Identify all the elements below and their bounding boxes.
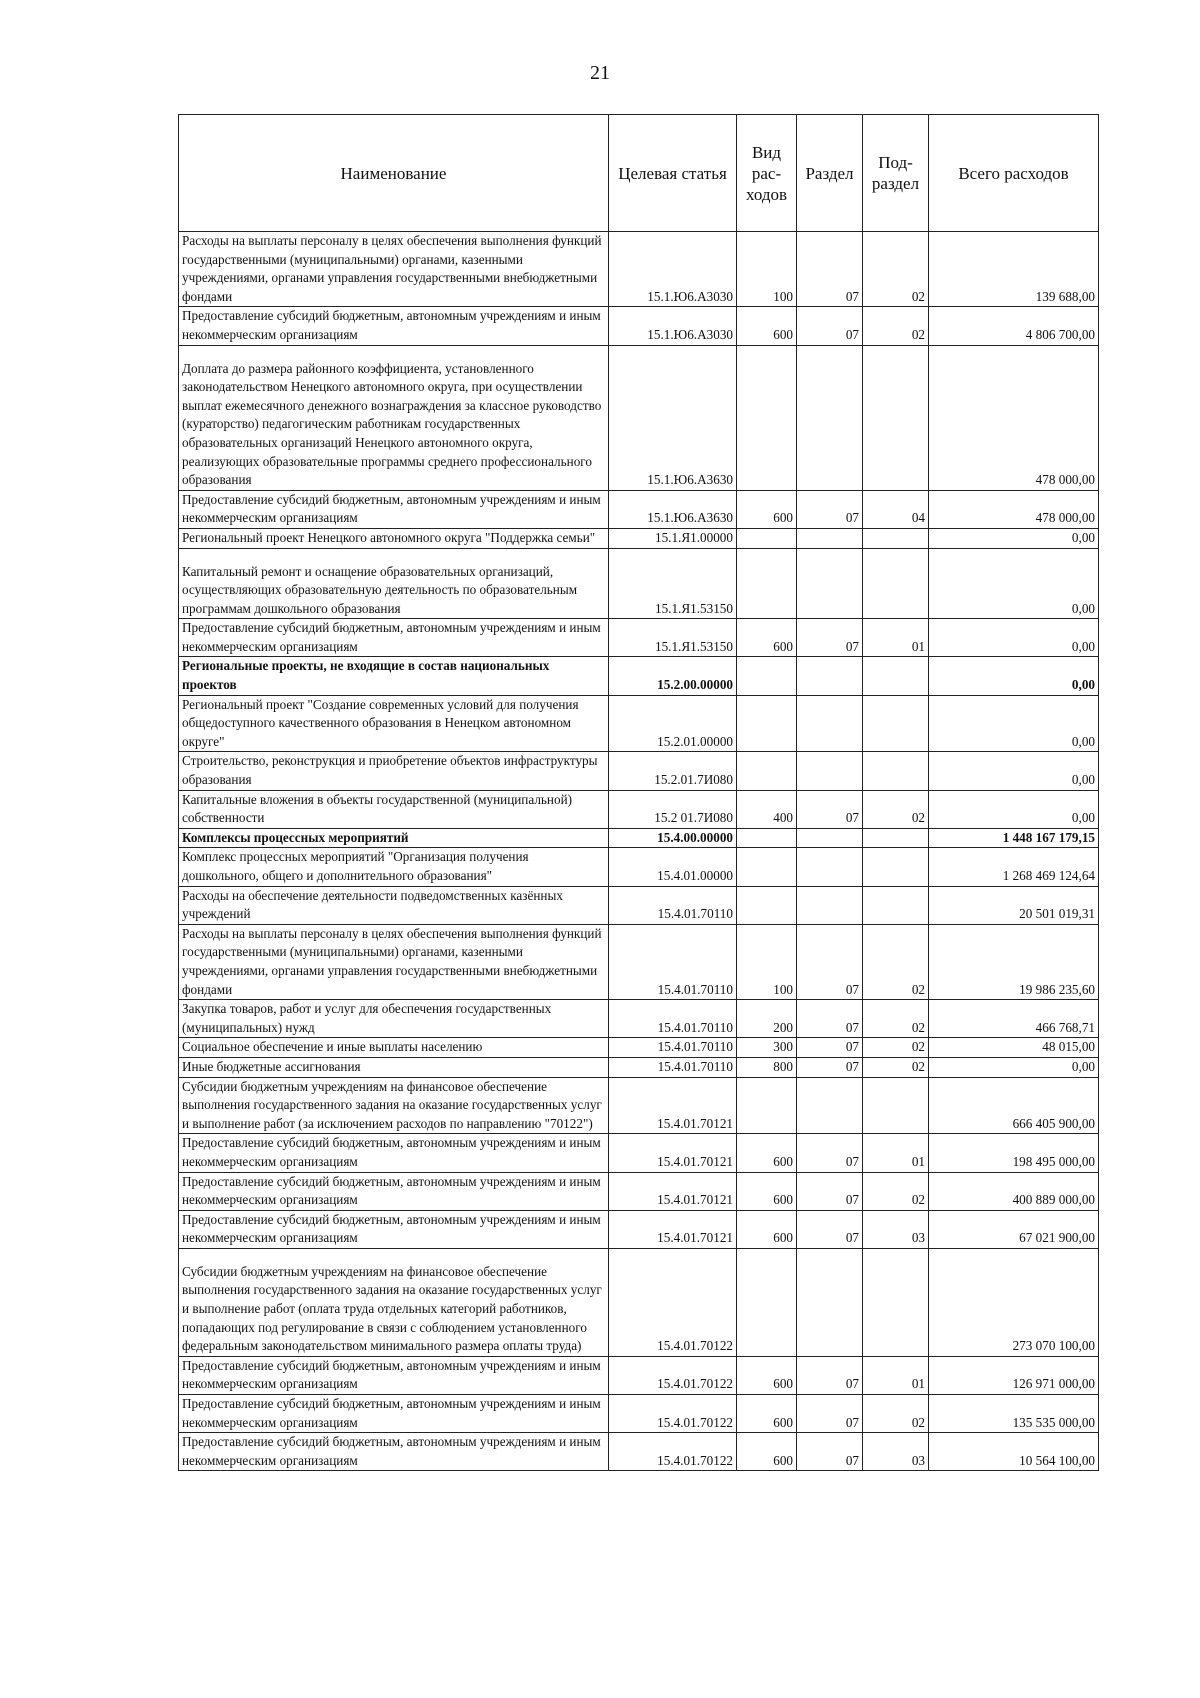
target-article-cell: 15.4.00.00000: [609, 828, 737, 848]
total-cell: 0,00: [929, 548, 1099, 619]
target-article-cell: 15.2.00.00000: [609, 657, 737, 695]
total-cell: 478 000,00: [929, 490, 1099, 528]
section-cell: [797, 752, 863, 790]
section-cell: [797, 1077, 863, 1134]
section-cell: 07: [797, 790, 863, 828]
subsection-cell: [863, 886, 929, 924]
target-article-cell: 15.4.01.70110: [609, 1057, 737, 1077]
table-row: [179, 886, 1099, 924]
row-name-cell: Строительство, реконструкция и приобретение объектов инфраструктуры образования: [179, 752, 609, 790]
table-row: [179, 828, 1099, 848]
table-row: [179, 1210, 1099, 1248]
table-row: [179, 1172, 1099, 1210]
expense-type-cell: [737, 1077, 797, 1134]
total-cell: 0,00: [929, 657, 1099, 695]
total-cell: 478 000,00: [929, 345, 1099, 490]
section-cell: 07: [797, 1038, 863, 1058]
header-section: Раздел: [797, 115, 863, 232]
expense-type-cell: [737, 752, 797, 790]
row-name-cell: Субсидии бюджетным учреждениям на финансовое обеспечение выполнения государственного задания на оказание государственных услуг и выполнение работ (за исключением расходов по направлению "70122"): [179, 1077, 609, 1134]
subsection-cell: 02: [863, 307, 929, 345]
total-cell: 400 889 000,00: [929, 1172, 1099, 1210]
section-cell: 07: [797, 619, 863, 657]
section-cell: [797, 657, 863, 695]
row-name-cell: Региональные проекты, не входящие в состав национальных проектов: [179, 657, 609, 695]
total-cell: 126 971 000,00: [929, 1356, 1099, 1394]
table-row: [179, 848, 1099, 886]
row-name-cell: Расходы на выплаты персоналу в целях обеспечения выполнения функций государственными (муниципальными) органами, казенными учреждениями, органами управления государственными внебюджетными фондами: [179, 924, 609, 999]
total-cell: 666 405 900,00: [929, 1077, 1099, 1134]
table-row: [179, 232, 1099, 307]
page-number: 21: [590, 62, 610, 84]
target-article-cell: 15.4.01.00000: [609, 848, 737, 886]
subsection-cell: [863, 695, 929, 752]
subsection-cell: 03: [863, 1433, 929, 1471]
table-row: [179, 1248, 1099, 1356]
total-cell: 0,00: [929, 752, 1099, 790]
subsection-cell: 02: [863, 1000, 929, 1038]
section-cell: 07: [797, 232, 863, 307]
table-row: [179, 924, 1099, 999]
section-cell: 07: [797, 1395, 863, 1433]
table-row: [179, 1077, 1099, 1134]
subsection-cell: 03: [863, 1210, 929, 1248]
section-cell: 07: [797, 1134, 863, 1172]
row-name-cell: Закупка товаров, работ и услуг для обеспечения государственных (муниципальных) нужд: [179, 1000, 609, 1038]
expense-type-cell: 800: [737, 1057, 797, 1077]
row-name-cell: Предоставление субсидий бюджетным, автономным учреждениям и иным некоммерческим организациям: [179, 619, 609, 657]
expense-type-cell: 600: [737, 1210, 797, 1248]
table-row: [179, 752, 1099, 790]
header-expense-type: Вид рас-ходов: [737, 115, 797, 232]
row-name-cell: Предоставление субсидий бюджетным, автономным учреждениям и иным некоммерческим организациям: [179, 1134, 609, 1172]
target-article-cell: 15.2 01.7И080: [609, 790, 737, 828]
total-cell: 198 495 000,00: [929, 1134, 1099, 1172]
subsection-cell: 04: [863, 490, 929, 528]
row-name-cell: Социальное обеспечение и иные выплаты населению: [179, 1038, 609, 1058]
section-cell: [797, 345, 863, 490]
row-name-cell: Расходы на обеспечение деятельности подведомственных казённых учреждений: [179, 886, 609, 924]
table-row: [179, 657, 1099, 695]
expense-type-cell: 400: [737, 790, 797, 828]
table-row: [179, 1057, 1099, 1077]
target-article-cell: 15.1.Я1.53150: [609, 548, 737, 619]
target-article-cell: 15.4.01.70110: [609, 1000, 737, 1038]
table-body: [179, 232, 1099, 1471]
target-article-cell: 15.4.01.70122: [609, 1433, 737, 1471]
expense-type-cell: [737, 695, 797, 752]
table-row: [179, 345, 1099, 490]
expense-type-cell: [737, 1248, 797, 1356]
subsection-cell: 02: [863, 1172, 929, 1210]
target-article-cell: 15.1.Ю6.А3630: [609, 490, 737, 528]
row-name-cell: Капитальный ремонт и оснащение образовательных организаций, осуществляющих образовательную деятельность по образовательным программам дошкольного образования: [179, 548, 609, 619]
target-article-cell: 15.2.01.00000: [609, 695, 737, 752]
subsection-cell: [863, 548, 929, 619]
target-article-cell: 15.1.Ю6.А3030: [609, 307, 737, 345]
expense-type-cell: [737, 848, 797, 886]
row-name-cell: Предоставление субсидий бюджетным, автономным учреждениям и иным некоммерческим организациям: [179, 1172, 609, 1210]
expense-type-cell: [737, 886, 797, 924]
total-cell: 1 268 469 124,64: [929, 848, 1099, 886]
header-target-article: Целевая статья: [609, 115, 737, 232]
target-article-cell: 15.1.Я1.53150: [609, 619, 737, 657]
section-cell: 07: [797, 1057, 863, 1077]
total-cell: 20 501 019,31: [929, 886, 1099, 924]
total-cell: 135 535 000,00: [929, 1395, 1099, 1433]
row-name-cell: Субсидии бюджетным учреждениям на финансовое обеспечение выполнения государственного задания на оказание государственных услуг и выполнение работ (оплата труда отдельных категорий работников, попадающих под регулирование в связи с соблюдением установленного федеральным законодательством минимального размера оплаты труда): [179, 1248, 609, 1356]
section-cell: [797, 528, 863, 548]
row-name-cell: Предоставление субсидий бюджетным, автономным учреждениям и иным некоммерческим организациям: [179, 1395, 609, 1433]
subsection-cell: 02: [863, 924, 929, 999]
table-row: [179, 619, 1099, 657]
total-cell: 0,00: [929, 528, 1099, 548]
subsection-cell: [863, 848, 929, 886]
table-row: [179, 307, 1099, 345]
subsection-cell: [863, 828, 929, 848]
subsection-cell: 02: [863, 1057, 929, 1077]
expense-type-cell: [737, 528, 797, 548]
row-name-cell: Предоставление субсидий бюджетным, автономным учреждениям и иным некоммерческим организациям: [179, 1210, 609, 1248]
target-article-cell: 15.4.01.70110: [609, 886, 737, 924]
table-row: [179, 1356, 1099, 1394]
row-name-cell: Предоставление субсидий бюджетным, автономным учреждениям и иным некоммерческим организациям: [179, 1433, 609, 1471]
table-row: [179, 490, 1099, 528]
table-row: [179, 1395, 1099, 1433]
expense-type-cell: 200: [737, 1000, 797, 1038]
expense-type-cell: [737, 345, 797, 490]
expense-type-cell: [737, 657, 797, 695]
section-cell: 07: [797, 1356, 863, 1394]
row-name-cell: Предоставление субсидий бюджетным, автономным учреждениям и иным некоммерческим организациям: [179, 490, 609, 528]
subsection-cell: [863, 345, 929, 490]
subsection-cell: [863, 1077, 929, 1134]
row-name-cell: Иные бюджетные ассигнования: [179, 1057, 609, 1077]
total-cell: 0,00: [929, 695, 1099, 752]
table-row: [179, 1000, 1099, 1038]
row-name-cell: Расходы на выплаты персоналу в целях обеспечения выполнения функций государственными (муниципальными) органами, казенными учреждениями, органами управления государственными внебюджетными фондами: [179, 232, 609, 307]
total-cell: 139 688,00: [929, 232, 1099, 307]
subsection-cell: 01: [863, 619, 929, 657]
subsection-cell: [863, 752, 929, 790]
header-total: Всего расходов: [929, 115, 1099, 232]
total-cell: 10 564 100,00: [929, 1433, 1099, 1471]
section-cell: [797, 548, 863, 619]
total-cell: 0,00: [929, 619, 1099, 657]
subsection-cell: [863, 1248, 929, 1356]
row-name-cell: Предоставление субсидий бюджетным, автономным учреждениям и иным некоммерческим организациям: [179, 1356, 609, 1394]
header-subsection: Под-раздел: [863, 115, 929, 232]
target-article-cell: 15.4.01.70122: [609, 1248, 737, 1356]
header-name: Наименование: [179, 115, 609, 232]
total-cell: 1 448 167 179,15: [929, 828, 1099, 848]
expense-type-cell: 100: [737, 232, 797, 307]
section-cell: 07: [797, 924, 863, 999]
subsection-cell: 02: [863, 790, 929, 828]
target-article-cell: 15.4.01.70121: [609, 1172, 737, 1210]
subsection-cell: 02: [863, 1395, 929, 1433]
table-row: [179, 1038, 1099, 1058]
row-name-cell: Региональный проект "Создание современных условий для получения общедоступного качественного образования в Ненецком автономном округе": [179, 695, 609, 752]
subsection-cell: 01: [863, 1356, 929, 1394]
table-row: [179, 1134, 1099, 1172]
table-header-row: [179, 115, 1099, 232]
total-cell: 48 015,00: [929, 1038, 1099, 1058]
section-cell: 07: [797, 1000, 863, 1038]
total-cell: 19 986 235,60: [929, 924, 1099, 999]
subsection-cell: 02: [863, 232, 929, 307]
subsection-cell: 01: [863, 1134, 929, 1172]
section-cell: 07: [797, 1172, 863, 1210]
row-name-cell: Региональный проект Ненецкого автономного округа "Поддержка семьи": [179, 528, 609, 548]
table-row: [179, 548, 1099, 619]
target-article-cell: 15.1.Ю6.А3630: [609, 345, 737, 490]
subsection-cell: [863, 657, 929, 695]
section-cell: 07: [797, 490, 863, 528]
expense-type-cell: 600: [737, 1433, 797, 1471]
table-row: [179, 695, 1099, 752]
target-article-cell: 15.4.01.70121: [609, 1134, 737, 1172]
row-name-cell: Комплекс процессных мероприятий "Организация получения дошкольного, общего и дополнительного образования": [179, 848, 609, 886]
expense-type-cell: [737, 548, 797, 619]
table-row: [179, 528, 1099, 548]
table-row: [179, 790, 1099, 828]
total-cell: 273 070 100,00: [929, 1248, 1099, 1356]
row-name-cell: Капитальные вложения в объекты государственной (муниципальной) собственности: [179, 790, 609, 828]
subsection-cell: 02: [863, 1038, 929, 1058]
expense-type-cell: 600: [737, 1172, 797, 1210]
expense-type-cell: 600: [737, 1134, 797, 1172]
section-cell: 07: [797, 1433, 863, 1471]
target-article-cell: 15.4.01.70110: [609, 924, 737, 999]
expense-type-cell: 600: [737, 619, 797, 657]
target-article-cell: 15.4.01.70122: [609, 1356, 737, 1394]
row-name-cell: Комплексы процессных мероприятий: [179, 828, 609, 848]
expense-type-cell: 600: [737, 307, 797, 345]
expense-type-cell: [737, 828, 797, 848]
total-cell: 4 806 700,00: [929, 307, 1099, 345]
target-article-cell: 15.4.01.70121: [609, 1077, 737, 1134]
section-cell: 07: [797, 307, 863, 345]
total-cell: 466 768,71: [929, 1000, 1099, 1038]
total-cell: 0,00: [929, 1057, 1099, 1077]
target-article-cell: 15.1.Ю6.А3030: [609, 232, 737, 307]
budget-table: [178, 114, 1099, 1471]
section-cell: [797, 848, 863, 886]
target-article-cell: 15.4.01.70110: [609, 1038, 737, 1058]
target-article-cell: 15.4.01.70122: [609, 1395, 737, 1433]
target-article-cell: 15.4.01.70121: [609, 1210, 737, 1248]
row-name-cell: Доплата до размера районного коэффициента, установленного законодательством Ненецкого автономного округа, при осуществлении выплат ежемесячного денежного вознаграждения за классное руководство (кураторство) педагогическим работникам государственных образовательных организаций Ненецкого автономного округа, реализующих образовательные программы среднего профессионального образования: [179, 345, 609, 490]
section-cell: 07: [797, 1210, 863, 1248]
section-cell: [797, 1248, 863, 1356]
total-cell: 0,00: [929, 790, 1099, 828]
target-article-cell: 15.1.Я1.00000: [609, 528, 737, 548]
expense-type-cell: 600: [737, 1356, 797, 1394]
expense-type-cell: 300: [737, 1038, 797, 1058]
expense-type-cell: 600: [737, 490, 797, 528]
total-cell: 67 021 900,00: [929, 1210, 1099, 1248]
section-cell: [797, 828, 863, 848]
expense-type-cell: 600: [737, 1395, 797, 1433]
target-article-cell: 15.2.01.7И080: [609, 752, 737, 790]
section-cell: [797, 695, 863, 752]
expense-type-cell: 100: [737, 924, 797, 999]
row-name-cell: Предоставление субсидий бюджетным, автономным учреждениям и иным некоммерческим организациям: [179, 307, 609, 345]
section-cell: [797, 886, 863, 924]
subsection-cell: [863, 528, 929, 548]
table-row: [179, 1433, 1099, 1471]
